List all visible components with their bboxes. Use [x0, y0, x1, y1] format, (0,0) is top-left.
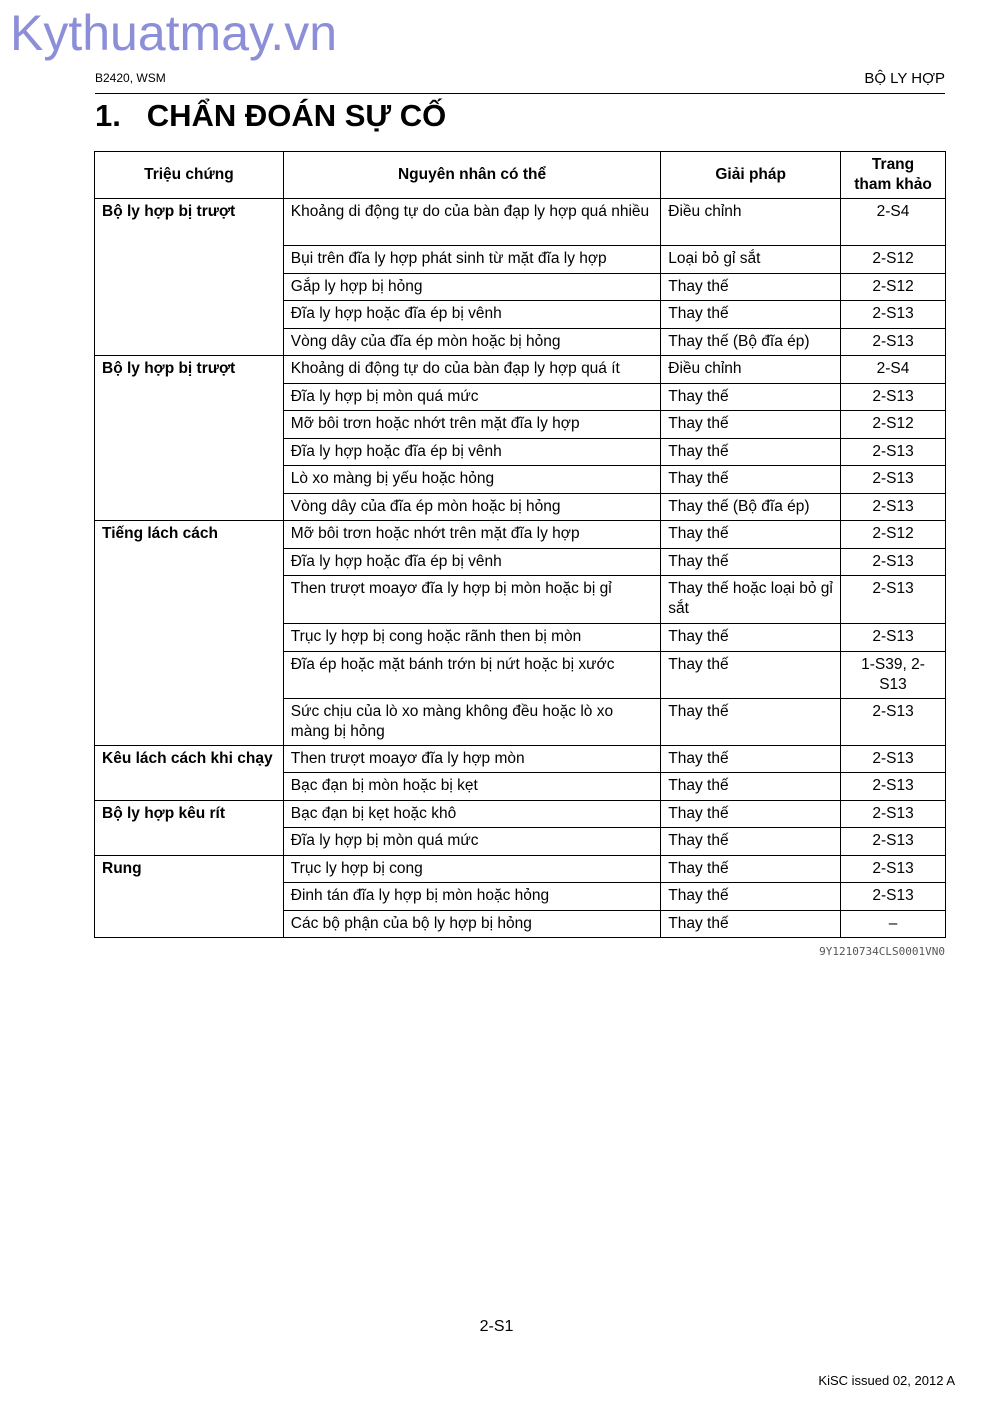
- solution-cell: Thay thế: [661, 651, 841, 698]
- troubleshooting-table: [94, 151, 946, 938]
- solution-cell: Điều chỉnh: [661, 356, 841, 384]
- reference-cell: 2-S12: [841, 246, 946, 274]
- table-row: [95, 521, 946, 549]
- reference-cell: 2-S13: [841, 576, 946, 624]
- symptom-cell: Bộ ly hợp kêu rít: [95, 800, 284, 855]
- col-header-solution: Giải pháp: [661, 152, 841, 199]
- reference-cell: 1-S39, 2-S13: [841, 651, 946, 698]
- table-row: [95, 800, 946, 828]
- solution-cell: Thay thế: [661, 438, 841, 466]
- cause-cell: Mỡ bôi trơn hoặc nhớt trên mặt đĩa ly hợp: [283, 411, 660, 439]
- cause-cell: Đĩa ly hợp hoặc đĩa ép bị vênh: [283, 438, 660, 466]
- solution-cell: Điều chỉnh: [661, 199, 841, 246]
- reference-cell: 2-S12: [841, 273, 946, 301]
- document-code: 9Y1210734CLS0001VN0: [819, 945, 945, 958]
- cause-cell: Đĩa ép hoặc mặt bánh trớn bị nứt hoặc bị xước: [283, 651, 660, 698]
- cause-cell: Lò xo màng bị yếu hoặc hỏng: [283, 466, 660, 494]
- solution-cell: Thay thế: [661, 910, 841, 938]
- header-model: B2420, WSM: [95, 71, 166, 85]
- col-header-reference: Trang tham khảo: [841, 152, 946, 199]
- reference-cell: 2-S4: [841, 199, 946, 246]
- cause-cell: Vòng dây của đĩa ép mòn hoặc bị hỏng: [283, 328, 660, 356]
- reference-cell: 2-S13: [841, 745, 946, 773]
- reference-cell: 2-S13: [841, 855, 946, 883]
- reference-cell: 2-S13: [841, 800, 946, 828]
- table-row: [95, 855, 946, 883]
- solution-cell: Thay thế: [661, 383, 841, 411]
- solution-cell: Thay thế: [661, 828, 841, 856]
- solution-cell: Thay thế: [661, 745, 841, 773]
- cause-cell: Gắp ly hợp bị hỏng: [283, 273, 660, 301]
- cause-cell: Sức chịu của lò xo màng không đều hoặc lò xo màng bị hỏng: [283, 698, 660, 745]
- solution-cell: Thay thế: [661, 800, 841, 828]
- page-title: 1. CHẨN ĐOÁN SỰ CỐ: [95, 98, 447, 133]
- cause-cell: Đĩa ly hợp hoặc đĩa ép bị vênh: [283, 301, 660, 329]
- solution-cell: Thay thế hoặc loại bỏ gỉ sắt: [661, 576, 841, 624]
- cause-cell: Bụi trên đĩa ly hợp phát sinh từ mặt đĩa ly hợp: [283, 246, 660, 274]
- cause-cell: Đinh tán đĩa ly hợp bị mòn hoặc hỏng: [283, 883, 660, 911]
- watermark-logo: Kythuatmay.vn: [10, 5, 338, 61]
- symptom-cell: Bộ ly hợp bị trượt: [95, 356, 284, 521]
- cause-cell: Các bộ phận của bộ ly hợp bị hỏng: [283, 910, 660, 938]
- solution-cell: Loại bỏ gỉ sắt: [661, 246, 841, 274]
- symptom-cell: Kêu lách cách khi chạy: [95, 745, 284, 800]
- solution-cell: Thay thế: [661, 411, 841, 439]
- cause-cell: Vòng dây của đĩa ép mòn hoặc bị hỏng: [283, 493, 660, 521]
- reference-cell: 2-S13: [841, 773, 946, 801]
- table-header-row: [95, 152, 946, 199]
- solution-cell: Thay thế: [661, 548, 841, 576]
- reference-cell: 2-S13: [841, 383, 946, 411]
- footer-issue: KiSC issued 02, 2012 A: [818, 1373, 955, 1388]
- reference-cell: 2-S13: [841, 624, 946, 652]
- symptom-cell: Tiếng lách cách: [95, 521, 284, 746]
- cause-cell: Then trượt moayơ đĩa ly hợp mòn: [283, 745, 660, 773]
- reference-cell: 2-S13: [841, 301, 946, 329]
- symptom-cell: Bộ ly hợp bị trượt: [95, 199, 284, 356]
- cause-cell: Then trượt moayơ đĩa ly hợp bị mòn hoặc bị gỉ: [283, 576, 660, 624]
- reference-cell: 2-S13: [841, 828, 946, 856]
- cause-cell: Mỡ bôi trơn hoặc nhớt trên mặt đĩa ly hợp: [283, 521, 660, 549]
- col-header-cause: Nguyên nhân có thể: [283, 152, 660, 199]
- header-divider: [95, 93, 945, 94]
- cause-cell: Bạc đạn bị kẹt hoặc khô: [283, 800, 660, 828]
- header-section: BỘ LY HỢP: [864, 70, 945, 87]
- solution-cell: Thay thế (Bộ đĩa ép): [661, 328, 841, 356]
- table-row: [95, 199, 946, 246]
- solution-cell: Thay thế: [661, 883, 841, 911]
- cause-cell: Trục ly hợp bị cong: [283, 855, 660, 883]
- reference-cell: 2-S13: [841, 438, 946, 466]
- table-row: [95, 356, 946, 384]
- solution-cell: Thay thế: [661, 624, 841, 652]
- cause-cell: Đĩa ly hợp hoặc đĩa ép bị vênh: [283, 548, 660, 576]
- table-row: [95, 745, 946, 773]
- solution-cell: Thay thế: [661, 273, 841, 301]
- cause-cell: Khoảng di động tự do của bàn đạp ly hợp quá ít: [283, 356, 660, 384]
- reference-cell: 2-S13: [841, 548, 946, 576]
- reference-cell: 2-S13: [841, 698, 946, 745]
- solution-cell: Thay thế: [661, 521, 841, 549]
- table-body: [95, 199, 946, 938]
- solution-cell: Thay thế (Bộ đĩa ép): [661, 493, 841, 521]
- solution-cell: Thay thế: [661, 466, 841, 494]
- symptom-cell: Rung: [95, 855, 284, 938]
- cause-cell: Trục ly hợp bị cong hoặc rãnh then bị mòn: [283, 624, 660, 652]
- cause-cell: Bạc đạn bị mòn hoặc bị kẹt: [283, 773, 660, 801]
- reference-cell: 2-S13: [841, 328, 946, 356]
- cause-cell: Đĩa ly hợp bị mòn quá mức: [283, 383, 660, 411]
- reference-cell: –: [841, 910, 946, 938]
- reference-cell: 2-S13: [841, 466, 946, 494]
- reference-cell: 2-S12: [841, 411, 946, 439]
- reference-cell: 2-S12: [841, 521, 946, 549]
- solution-cell: Thay thế: [661, 773, 841, 801]
- solution-cell: Thay thế: [661, 698, 841, 745]
- page-number: 2-S1: [479, 1318, 514, 1335]
- col-header-symptom: Triệu chứng: [95, 152, 284, 199]
- reference-cell: 2-S13: [841, 883, 946, 911]
- solution-cell: Thay thế: [661, 301, 841, 329]
- cause-cell: Đĩa ly hợp bị mòn quá mức: [283, 828, 660, 856]
- reference-cell: 2-S4: [841, 356, 946, 384]
- cause-cell: Khoảng di động tự do của bàn đạp ly hợp quá nhiều: [283, 199, 660, 246]
- solution-cell: Thay thế: [661, 855, 841, 883]
- reference-cell: 2-S13: [841, 493, 946, 521]
